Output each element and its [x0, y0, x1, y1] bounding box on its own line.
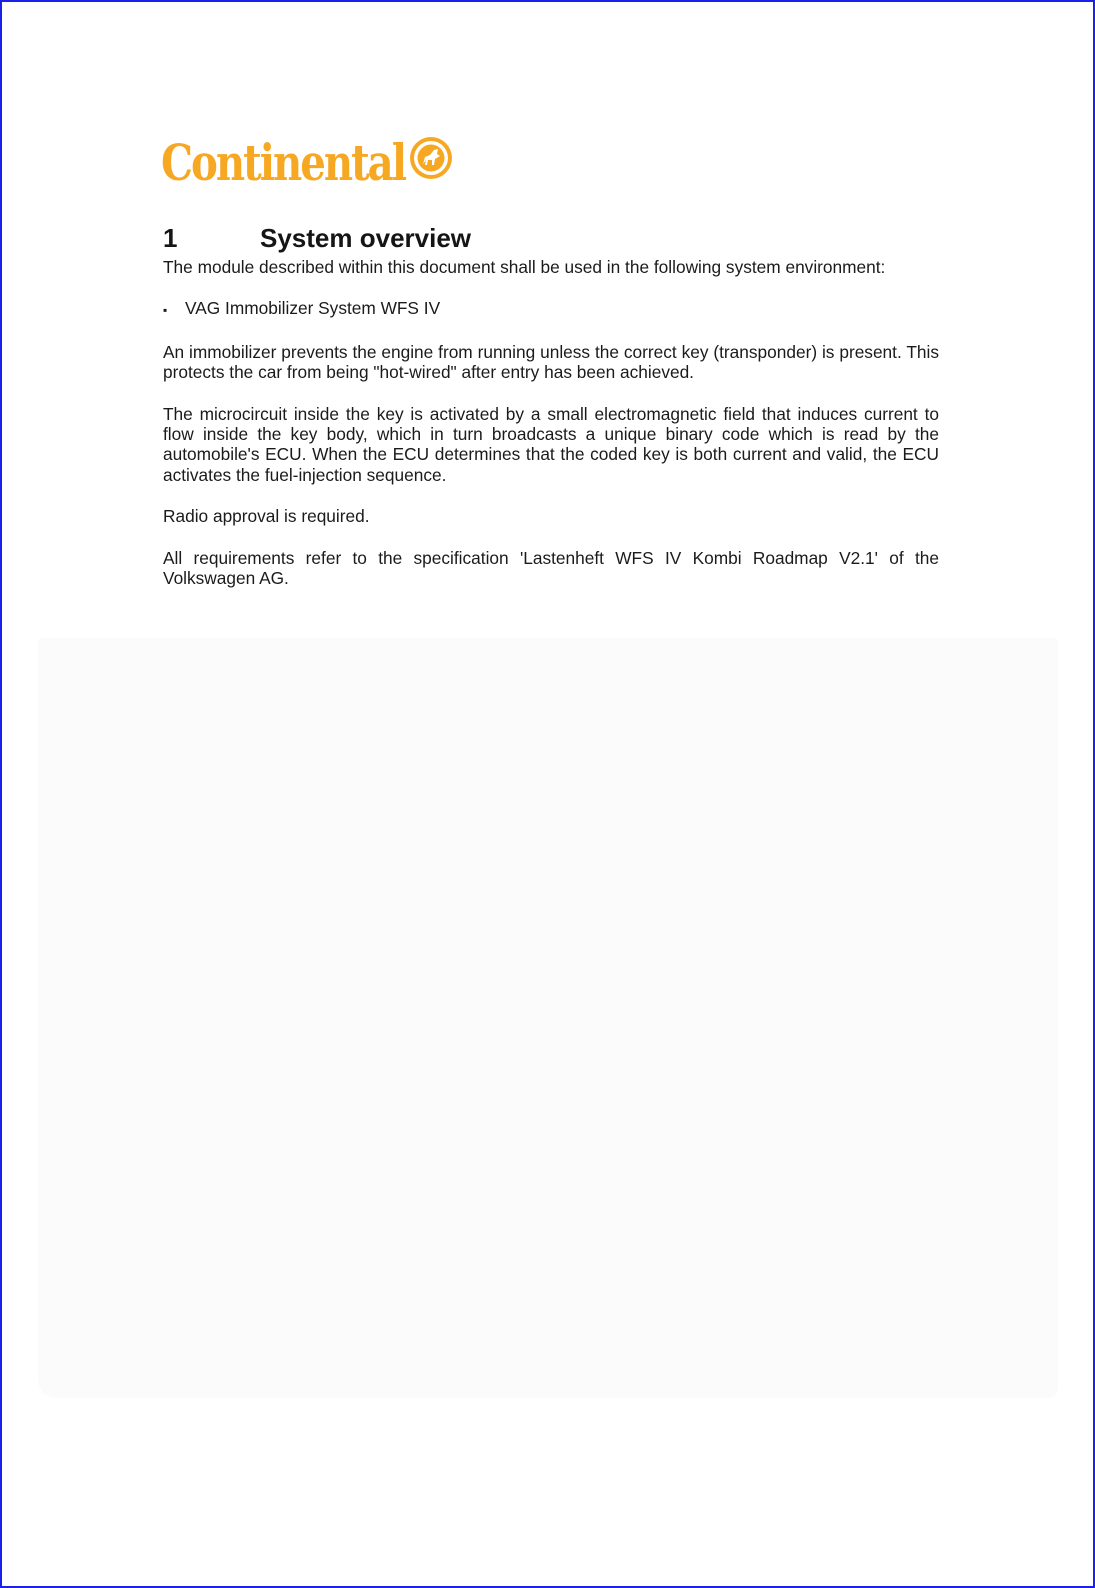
continental-logo [161, 130, 461, 192]
body-paragraph: All requirements refer to the specification 'Lastenheft WFS IV Kombi Roadmap V2.1' of the Volkswagen AG. [163, 547, 939, 589]
section-heading [163, 222, 939, 254]
faded-background-region [38, 638, 1058, 1398]
bullet-list [163, 298, 939, 320]
body-paragraph: Radio approval is required. [163, 506, 370, 527]
logo-wordmark: Continental [161, 133, 407, 192]
body-paragraph: The microcircuit inside the key is activated by a small electromagnetic field that induces current to flow inside the key body, which in turn broadcasts a unique binary code which is read by the automobile's ECU. When the ECU determines that the coded key is both current and valid, the ECU activates the fuel-injection sequence. [163, 403, 939, 485]
list-item-text: VAG Immobilizer System WFS IV [185, 298, 441, 319]
list-item [163, 298, 939, 320]
document-content [163, 222, 939, 588]
horse-emblem-icon [410, 137, 452, 179]
intro-paragraph: The module described within this document shall be used in the following system environment: [163, 257, 886, 277]
body-paragraph: An immobilizer prevents the engine from running unless the correct key (transponder) is present. This protects the car from being "hot-wired" after entry has been achieved. [163, 341, 939, 383]
bullet-icon: ▪ [163, 303, 168, 318]
section-title: System overview [260, 223, 472, 253]
section-number: 1 [163, 223, 178, 253]
